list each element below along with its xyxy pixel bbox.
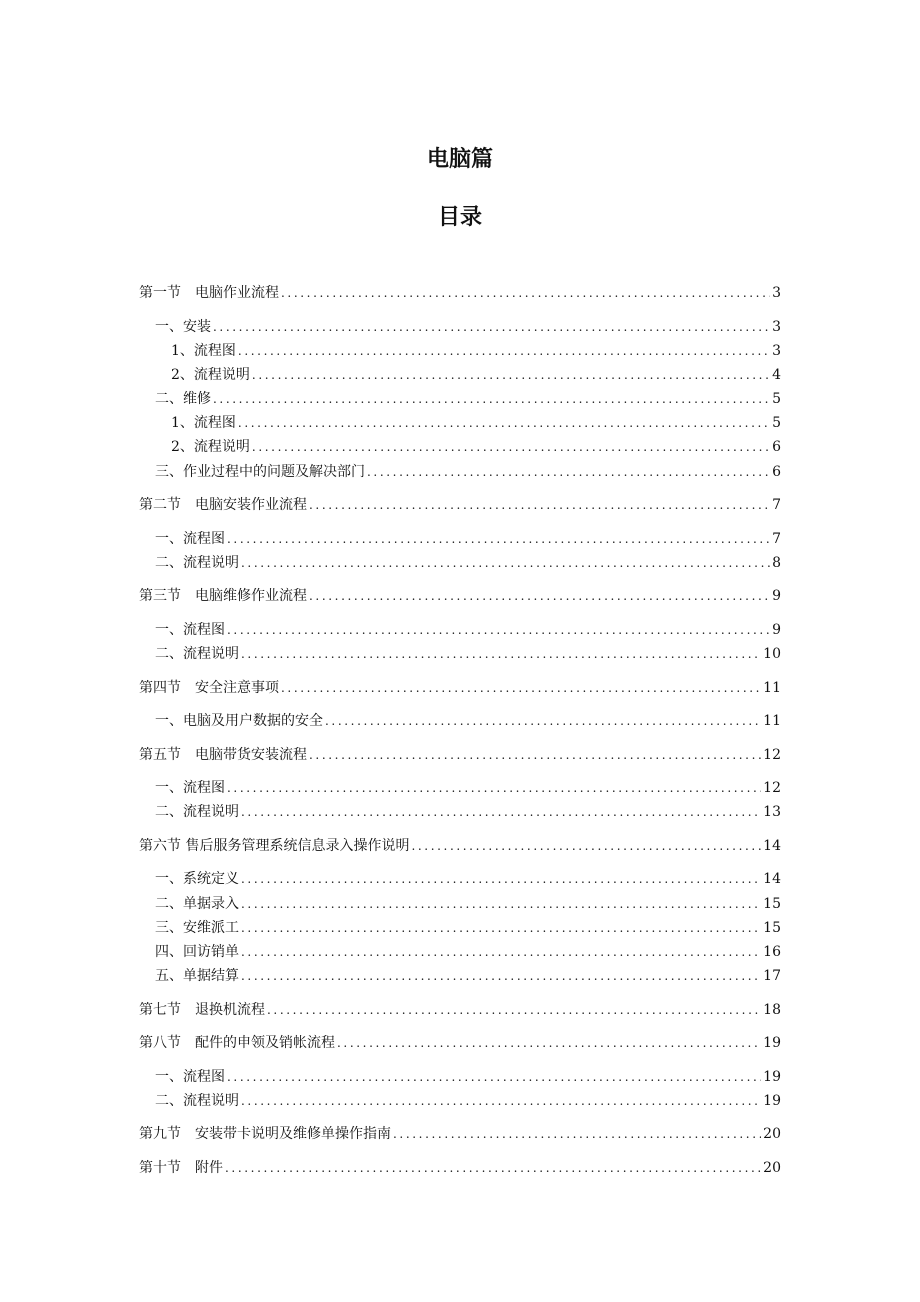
- toc-page-number: 11: [763, 713, 781, 729]
- toc-leader-dots: [411, 836, 761, 856]
- toc-leader-dots: [241, 942, 761, 962]
- toc-entry[interactable]: [139, 620, 781, 640]
- toc-leader-dots: [309, 586, 770, 606]
- toc-entry[interactable]: [139, 711, 781, 731]
- toc-entry-label: 第五节 电脑带货安装流程: [139, 747, 307, 763]
- toc-page-number: 3: [772, 319, 781, 335]
- toc-page-number: 10: [763, 646, 781, 662]
- toc-leader-dots: [227, 1067, 761, 1087]
- toc-entry-label: 三、作业过程中的问题及解决部门: [155, 464, 365, 480]
- toc-leader-dots: [241, 894, 761, 914]
- toc-entry-label: 一、电脑及用户数据的安全: [155, 713, 323, 729]
- toc-entry-label: 二、流程说明: [155, 1093, 239, 1109]
- toc-entry-label: 第八节 配件的申领及销帐流程: [139, 1035, 335, 1051]
- toc-entry-label: 第二节 电脑安装作业流程: [139, 497, 307, 513]
- toc-entry[interactable]: [139, 553, 781, 573]
- toc-entry-label: 二、单据录入: [155, 896, 239, 912]
- toc-page-number: 20: [763, 1160, 781, 1176]
- toc-leader-dots: [241, 1091, 761, 1111]
- toc-leader-dots: [238, 341, 770, 361]
- toc-entry[interactable]: [139, 678, 781, 698]
- toc-entry-label: 一、流程图: [155, 622, 225, 638]
- toc-page-number: 3: [772, 343, 781, 359]
- toc-page-number: 7: [772, 497, 781, 513]
- toc-page-number: 18: [763, 1002, 781, 1018]
- toc-leader-dots: [393, 1124, 761, 1144]
- toc-leader-dots: [241, 869, 761, 889]
- toc-page-number: 15: [763, 896, 781, 912]
- toc-leader-dots: [238, 413, 770, 433]
- toc-title: 目录: [437, 205, 482, 230]
- toc-page-number: 6: [772, 439, 781, 455]
- toc-entry[interactable]: [139, 1124, 781, 1144]
- toc-page-number: 14: [763, 838, 781, 854]
- toc-entry-label: 2、流程说明: [171, 439, 250, 455]
- toc-page-number: 16: [763, 944, 781, 960]
- toc-page-number: 9: [772, 588, 781, 604]
- toc-entry[interactable]: [139, 1067, 781, 1087]
- toc-entry-label: 二、流程说明: [155, 646, 239, 662]
- toc-entry[interactable]: [139, 529, 781, 549]
- toc-entry[interactable]: [139, 894, 781, 914]
- toc-page-number: 6: [772, 464, 781, 480]
- toc-page-number: 17: [763, 968, 781, 984]
- toc-leader-dots: [213, 317, 770, 337]
- toc-entry[interactable]: [139, 365, 781, 385]
- toc-page-number: 9: [772, 622, 781, 638]
- toc-page-number: 4: [772, 367, 781, 383]
- toc-leader-dots: [281, 678, 761, 698]
- toc-entry-label: 一、流程图: [155, 780, 225, 796]
- toc-leader-dots: [227, 529, 770, 549]
- toc-entry[interactable]: [139, 802, 781, 822]
- toc-entry-label: 2、流程说明: [171, 367, 250, 383]
- toc-entry[interactable]: [139, 317, 781, 337]
- toc-entry-label: 一、流程图: [155, 531, 225, 547]
- toc-entry[interactable]: [139, 836, 781, 856]
- toc-entry[interactable]: [139, 495, 781, 515]
- toc-entry[interactable]: [139, 1091, 781, 1111]
- toc-entry[interactable]: [139, 413, 781, 433]
- toc-entry[interactable]: [139, 586, 781, 606]
- toc-entry-label: 一、系统定义: [155, 871, 239, 887]
- toc-leader-dots: [227, 620, 770, 640]
- toc-leader-dots: [252, 365, 770, 385]
- toc-leader-dots: [241, 966, 761, 986]
- toc-leader-dots: [241, 644, 761, 664]
- toc-entry[interactable]: [139, 644, 781, 664]
- toc-page-number: 15: [763, 920, 781, 936]
- toc-entry-label: 第三节 电脑维修作业流程: [139, 588, 307, 604]
- toc-entry-label: 第七节 退换机流程: [139, 1002, 265, 1018]
- toc-leader-dots: [337, 1033, 761, 1053]
- toc-leader-dots: [252, 437, 770, 457]
- toc-leader-dots: [227, 778, 761, 798]
- toc-page-number: 20: [763, 1126, 781, 1142]
- document-heading: 电脑篇: [426, 147, 493, 172]
- toc-leader-dots: [213, 389, 770, 409]
- toc-entry[interactable]: [139, 869, 781, 889]
- toc-page-number: 14: [763, 871, 781, 887]
- toc-leader-dots: [281, 283, 770, 303]
- toc-entry-label: 三、安维派工: [155, 920, 239, 936]
- toc-entry-label: 1、流程图: [171, 415, 236, 431]
- toc-leader-dots: [225, 1158, 761, 1178]
- toc-leader-dots: [267, 1000, 761, 1020]
- toc-page-number: 11: [763, 680, 781, 696]
- toc-entry[interactable]: [139, 437, 781, 457]
- toc-page-number: 5: [772, 391, 781, 407]
- toc-leader-dots: [241, 553, 770, 573]
- toc-entry[interactable]: [139, 942, 781, 962]
- toc-leader-dots: [309, 745, 761, 765]
- toc-entry-label: 1、流程图: [171, 343, 236, 359]
- toc-page-number: 3: [772, 285, 781, 301]
- toc-entry[interactable]: [139, 1000, 781, 1020]
- toc-leader-dots: [367, 462, 770, 482]
- toc-leader-dots: [241, 918, 761, 938]
- toc-entry-label: 四、回访销单: [155, 944, 239, 960]
- toc-entry-label: 二、维修: [155, 391, 211, 407]
- toc-page-number: 19: [763, 1093, 781, 1109]
- toc-entry-label: 第六节 售后服务管理系统信息录入操作说明: [139, 838, 410, 854]
- toc-page-number: 12: [763, 780, 781, 796]
- toc-entry-label: 第一节 电脑作业流程: [139, 285, 279, 301]
- toc-entry-label: 一、安装: [155, 319, 211, 335]
- toc-page-number: 8: [772, 555, 781, 571]
- toc-page-number: 12: [763, 747, 781, 763]
- toc-leader-dots: [241, 802, 761, 822]
- toc-page-number: 13: [763, 804, 781, 820]
- toc-entry-label: 五、单据结算: [155, 968, 239, 984]
- toc-entry-label: 第四节 安全注意事项: [139, 680, 279, 696]
- toc-page-number: 7: [772, 531, 781, 547]
- toc-entry-label: 一、流程图: [155, 1069, 225, 1085]
- toc-entry-label: 二、流程说明: [155, 555, 239, 571]
- toc-page-number: 19: [763, 1069, 781, 1085]
- toc-entry[interactable]: [139, 745, 781, 765]
- toc-entry[interactable]: [139, 283, 781, 303]
- toc-page-number: 19: [763, 1035, 781, 1051]
- toc-page-number: 5: [772, 415, 781, 431]
- toc-entry[interactable]: [139, 1158, 781, 1178]
- toc-entry-label: 第九节 安装带卡说明及维修单操作指南: [139, 1126, 391, 1142]
- toc-entry[interactable]: [139, 778, 781, 798]
- toc-leader-dots: [325, 711, 761, 731]
- toc-entry[interactable]: [139, 389, 781, 409]
- toc-entry[interactable]: [139, 966, 781, 986]
- toc-entry[interactable]: [139, 918, 781, 938]
- toc-entry-label: 第十节 附件: [139, 1160, 223, 1176]
- toc-entry-label: 二、流程说明: [155, 804, 239, 820]
- toc-entry[interactable]: [139, 462, 781, 482]
- toc-leader-dots: [309, 495, 770, 515]
- toc-entry[interactable]: [139, 341, 781, 361]
- toc-entry[interactable]: [139, 1033, 781, 1053]
